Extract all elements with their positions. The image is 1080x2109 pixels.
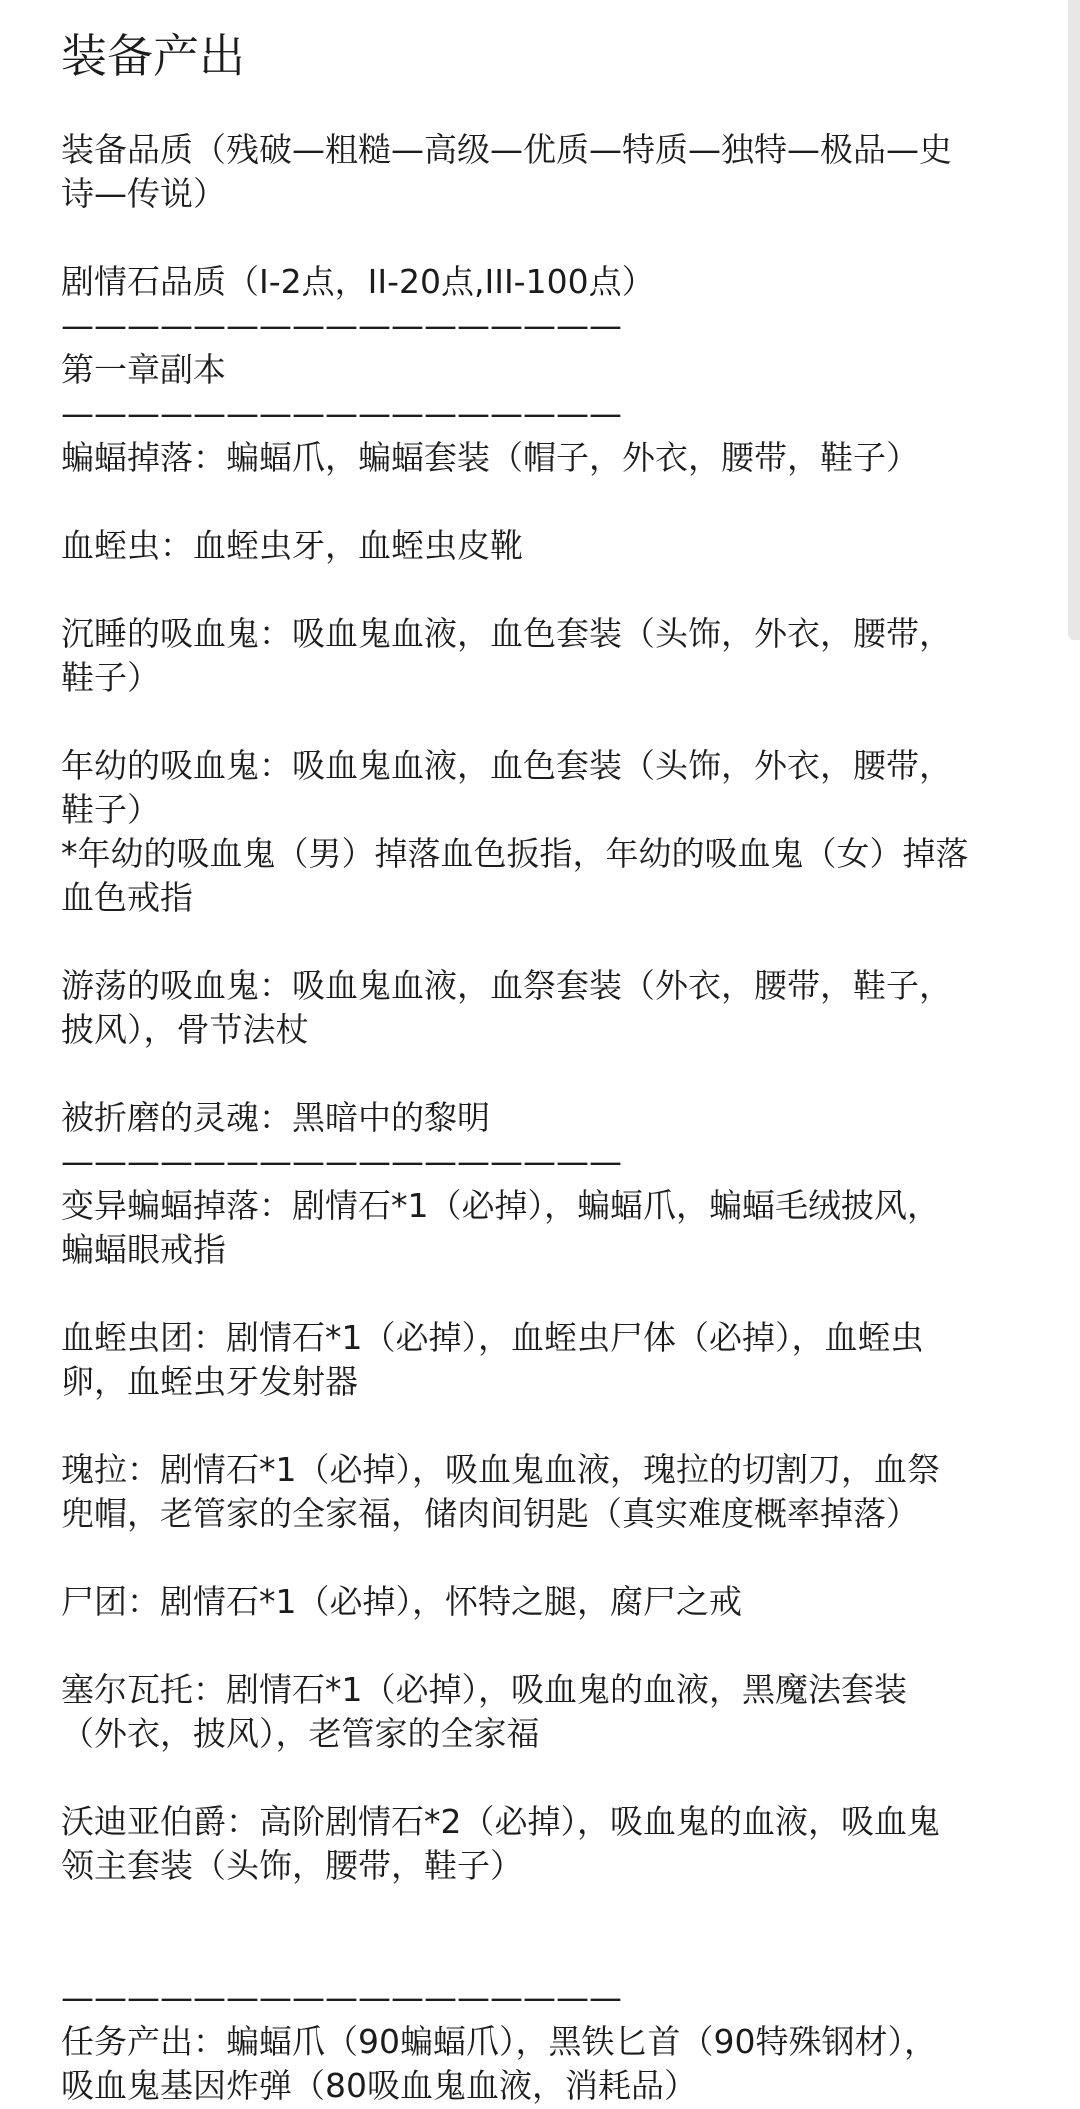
- text-line: 塞尔瓦托：剧情石*1（必掉），吸血鬼的血液，黑魔法套装: [61, 1670, 907, 1709]
- text-line: 游荡的吸血鬼：吸血鬼血液，血祭套装（外衣，腰带，鞋子，: [61, 966, 952, 1005]
- page-title: 装备产出: [61, 29, 245, 83]
- text-line: —————————————————: [61, 306, 622, 345]
- text-line: 鞋子）: [61, 790, 160, 829]
- text-line: （外衣，披风），老管家的全家福: [61, 1714, 540, 1753]
- text-line: 沉睡的吸血鬼：吸血鬼血液，血色套装（头饰，外衣，腰带，: [61, 614, 952, 653]
- text-line: 披风），骨节法杖: [61, 1010, 309, 1049]
- blank-line: [61, 1756, 1031, 1800]
- text-line: 剧情石品质（I-2点，II-20点,III-100点）: [61, 262, 655, 301]
- blank-line: [61, 1932, 1031, 1976]
- text-line: 卵，血蛭虫牙发射器: [61, 1362, 358, 1401]
- blank-line: [61, 216, 1031, 260]
- text-line: —————————————————: [61, 1142, 622, 1181]
- text-line: 血色戒指: [61, 878, 193, 917]
- text-line: 领主套装（头饰，腰带，鞋子）: [61, 1846, 523, 1885]
- blank-line: [61, 700, 1031, 744]
- blank-line: [61, 1052, 1031, 1096]
- text-line: 变异蝙蝠掉落：剧情石*1（必掉），蝙蝠爪，蝙蝠毛绒披风，: [61, 1186, 940, 1225]
- text-line: —————————————————: [61, 1978, 622, 2017]
- text-line: 任务产出：蝙蝠爪（90蝙蝠爪），黑铁匕首（90特殊钢材），: [61, 2022, 937, 2061]
- text-line: 尸团：剧情石*1（必掉），怀特之腿，腐尸之戒: [61, 1582, 742, 1621]
- text-line: 蝙蝠眼戒指: [61, 1230, 226, 1269]
- blank-line: [61, 1536, 1031, 1580]
- text-line: 兜帽，老管家的全家福，储肉间钥匙（真实难度概率掉落）: [61, 1494, 919, 1533]
- text-line: —————————————————: [61, 394, 622, 433]
- text-line: 被折磨的灵魂：黑暗中的黎明: [61, 1098, 490, 1137]
- text-line: 诗—传说）: [61, 174, 226, 213]
- text-line: 瑰拉：剧情石*1（必掉），吸血鬼血液，瑰拉的切割刀，血祭: [61, 1450, 940, 1489]
- blank-line: [61, 1888, 1031, 1932]
- text-line: *年幼的吸血鬼（男）掉落血色扳指，年幼的吸血鬼（女）掉落: [61, 834, 969, 873]
- text-line: 血蛭虫：血蛭虫牙，血蛭虫皮靴: [61, 526, 523, 565]
- blank-line: [61, 1404, 1031, 1448]
- text-line: 鞋子）: [61, 658, 160, 697]
- blank-line: [61, 1272, 1031, 1316]
- blank-line: [61, 568, 1031, 612]
- blank-line: [61, 920, 1031, 964]
- text-line: 第一章副本: [61, 350, 226, 389]
- text-line: 吸血鬼基因炸弹（80吸血鬼血液，消耗品）: [61, 2066, 697, 2105]
- blank-line: [61, 480, 1031, 524]
- text-line: 血蛭虫团：剧情石*1（必掉），血蛭虫尸体（必掉），血蛭虫: [61, 1318, 924, 1357]
- text-line: 蝙蝠掉落：蝙蝠爪，蝙蝠套装（帽子，外衣，腰带，鞋子）: [61, 438, 919, 477]
- blank-line: [61, 1624, 1031, 1668]
- text-line: 沃迪亚伯爵：高阶剧情石*2（必掉），吸血鬼的血液，吸血鬼: [61, 1802, 940, 1841]
- text-line: 装备品质（残破—粗糙—高级—优质—特质—独特—极品—史: [61, 130, 952, 169]
- scrollbar[interactable]: [1068, 0, 1080, 640]
- document-body: [61, 0, 1031, 2108]
- text-line: 年幼的吸血鬼：吸血鬼血液，血色套装（头饰，外衣，腰带，: [61, 746, 952, 785]
- text-lines: [61, 128, 1031, 2108]
